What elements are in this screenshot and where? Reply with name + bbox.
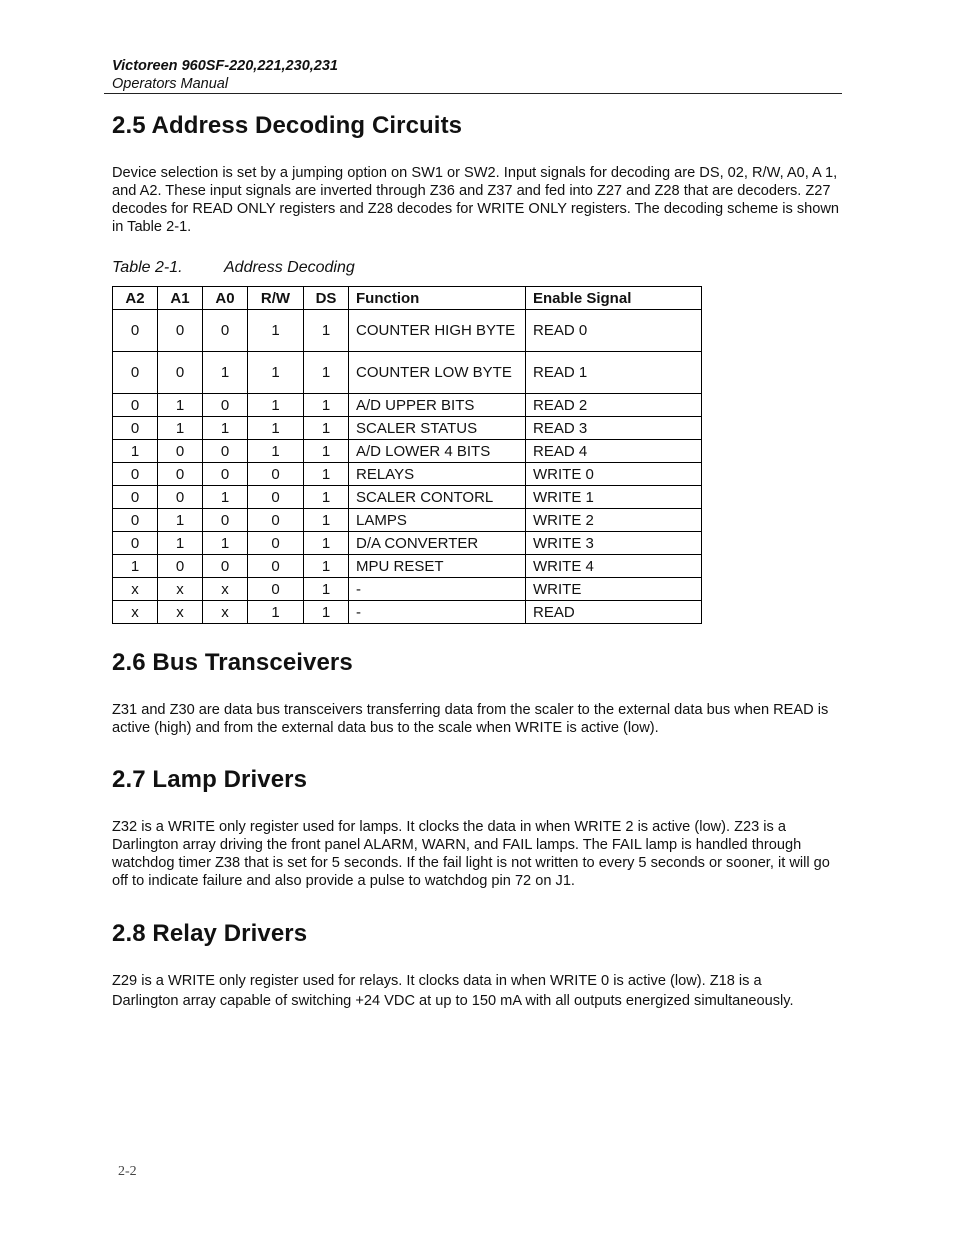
table-cell: 0 bbox=[158, 352, 203, 394]
table-cell: 1 bbox=[248, 352, 304, 394]
section-2-5-paragraph: Device selection is set by a jumping option on SW1 or SW2. Input signals for decoding are DS, 02, R/W, A0, A 1, and A2. These input signals are inverted through Z36 and Z37 and fed into Z27 and Z28 that are decoders. Z27 decodes for READ ONLY registers and Z28 decodes for WRITE ONLY registers. The decoding scheme is shown in Table 2-1. bbox=[112, 165, 840, 235]
running-header bbox=[112, 57, 842, 93]
table-caption-title: Address Decoding bbox=[224, 259, 355, 276]
table-cell: x bbox=[158, 578, 203, 601]
section-heading-2-6: 2.6 Bus Transceivers bbox=[112, 649, 353, 676]
section-2-7-paragraph: Z32 is a WRITE only register used for lamps. It clocks the data in when WRITE 2 is active (low). Z23 is a Darlington array driving the front panel ALARM, WARN, and FAIL lamps. The FAIL lamp is handled through watchdog timer Z38 that is set for 5 seconds. If the fail light is not written to every 5 seconds or sooner, it will go off to indicate failure and also provide a pulse to watchdog pin 72 on J1. bbox=[112, 819, 830, 889]
table-cell: 0 bbox=[158, 555, 203, 578]
table-cell: 0 bbox=[113, 486, 158, 509]
table-cell: COUNTER HIGH BYTE bbox=[349, 310, 526, 352]
section-2-6-paragraph: Z31 and Z30 are data bus transceivers transferring data from the scaler to the external data bus when READ is active (high) and from the external data bus to the scale when WRITE is active (low). bbox=[112, 702, 829, 736]
table-cell: 0 bbox=[248, 578, 304, 601]
table-cell: SCALER CONTORL bbox=[349, 486, 526, 509]
table-row bbox=[113, 394, 702, 417]
table-cell: WRITE 0 bbox=[526, 463, 702, 486]
table-cell: RELAYS bbox=[349, 463, 526, 486]
table-cell: 1 bbox=[203, 417, 248, 440]
column-header: A1 bbox=[158, 287, 203, 310]
table-cell: 0 bbox=[113, 463, 158, 486]
table-cell: x bbox=[203, 601, 248, 624]
table-cell: 0 bbox=[203, 555, 248, 578]
table-cell: 0 bbox=[158, 440, 203, 463]
table-cell: 0 bbox=[248, 509, 304, 532]
table-cell: 0 bbox=[248, 463, 304, 486]
section-heading-2-8: 2.8 Relay Drivers bbox=[112, 920, 308, 947]
table-cell: 1 bbox=[113, 440, 158, 463]
table-cell: 0 bbox=[158, 310, 203, 352]
table-cell: 0 bbox=[203, 310, 248, 352]
header-divider bbox=[104, 93, 842, 94]
table-cell: 1 bbox=[248, 601, 304, 624]
table-cell: MPU RESET bbox=[349, 555, 526, 578]
table-cell: 0 bbox=[248, 486, 304, 509]
section-2-8-paragraph: Z29 is a WRITE only register used for relays. It clocks data in when WRITE 0 is active (low). Z18 is a Darlington array capable of switching +24 VDC at up to 150 mA with all outputs energized simultaneously. bbox=[112, 973, 794, 1009]
table-cell: 1 bbox=[304, 578, 349, 601]
table-cell: 1 bbox=[158, 394, 203, 417]
table-cell: 1 bbox=[248, 440, 304, 463]
column-header: A0 bbox=[203, 287, 248, 310]
table-cell: READ 3 bbox=[526, 417, 702, 440]
table-cell: 0 bbox=[113, 394, 158, 417]
table-cell: x bbox=[113, 601, 158, 624]
page-number: 2-2 bbox=[118, 1164, 137, 1179]
table-cell: 1 bbox=[304, 394, 349, 417]
table-cell: 1 bbox=[203, 352, 248, 394]
manual-subtitle: Operators Manual bbox=[112, 76, 229, 92]
column-header: DS bbox=[304, 287, 349, 310]
table-cell: 0 bbox=[113, 509, 158, 532]
manual-title: Victoreen 960SF-220,221,230,231 bbox=[112, 58, 338, 74]
table-cell: - bbox=[349, 578, 526, 601]
table-cell: READ 2 bbox=[526, 394, 702, 417]
table-caption-number: Table 2-1. bbox=[112, 259, 183, 276]
table-cell: 1 bbox=[304, 601, 349, 624]
table-cell: 0 bbox=[158, 486, 203, 509]
table-cell: 1 bbox=[158, 417, 203, 440]
table-cell: 1 bbox=[304, 532, 349, 555]
column-header: Enable Signal bbox=[526, 287, 702, 310]
table-cell: 1 bbox=[158, 509, 203, 532]
table-cell: 1 bbox=[203, 532, 248, 555]
column-header: A2 bbox=[113, 287, 158, 310]
table-cell: 0 bbox=[113, 310, 158, 352]
table-header-row bbox=[113, 287, 702, 310]
table-cell: 1 bbox=[248, 417, 304, 440]
table-cell: 0 bbox=[203, 440, 248, 463]
table-cell: 1 bbox=[304, 417, 349, 440]
table-row bbox=[113, 352, 702, 394]
address-decoding-table bbox=[112, 286, 702, 624]
table-cell: 1 bbox=[304, 352, 349, 394]
table-cell: 0 bbox=[158, 463, 203, 486]
table-cell: WRITE 4 bbox=[526, 555, 702, 578]
table-cell: D/A CONVERTER bbox=[349, 532, 526, 555]
table-cell: READ 0 bbox=[526, 310, 702, 352]
table-cell: WRITE 2 bbox=[526, 509, 702, 532]
table-row bbox=[113, 555, 702, 578]
table-cell: A/D UPPER BITS bbox=[349, 394, 526, 417]
table-row bbox=[113, 578, 702, 601]
table-cell: WRITE 1 bbox=[526, 486, 702, 509]
table-caption bbox=[112, 259, 355, 277]
table-cell: WRITE 3 bbox=[526, 532, 702, 555]
table-cell: READ bbox=[526, 601, 702, 624]
table-cell: A/D LOWER 4 BITS bbox=[349, 440, 526, 463]
table-cell: - bbox=[349, 601, 526, 624]
table-cell: 0 bbox=[113, 352, 158, 394]
column-header: Function bbox=[349, 287, 526, 310]
table-cell: 0 bbox=[248, 555, 304, 578]
table-cell: 1 bbox=[248, 394, 304, 417]
section-heading-2-5: 2.5 Address Decoding Circuits bbox=[112, 112, 463, 139]
table-cell: READ 1 bbox=[526, 352, 702, 394]
table-cell: 0 bbox=[203, 394, 248, 417]
section-heading-2-7: 2.7 Lamp Drivers bbox=[112, 766, 308, 793]
table-cell: 1 bbox=[248, 310, 304, 352]
table-cell: 0 bbox=[203, 463, 248, 486]
table-cell: 0 bbox=[203, 509, 248, 532]
table-cell: 1 bbox=[304, 509, 349, 532]
column-header: R/W bbox=[248, 287, 304, 310]
table-row bbox=[113, 601, 702, 624]
table-cell: 1 bbox=[304, 555, 349, 578]
table-cell: LAMPS bbox=[349, 509, 526, 532]
table-cell: 1 bbox=[203, 486, 248, 509]
table-row bbox=[113, 486, 702, 509]
table-cell: 0 bbox=[113, 417, 158, 440]
table-row bbox=[113, 532, 702, 555]
table-cell: x bbox=[158, 601, 203, 624]
table-cell: 1 bbox=[304, 486, 349, 509]
table-cell: WRITE bbox=[526, 578, 702, 601]
table-row bbox=[113, 509, 702, 532]
table-cell: 0 bbox=[248, 532, 304, 555]
table-cell: 1 bbox=[158, 532, 203, 555]
table-cell: 1 bbox=[304, 440, 349, 463]
table-cell: READ 4 bbox=[526, 440, 702, 463]
table-cell: x bbox=[203, 578, 248, 601]
table-cell: 1 bbox=[304, 310, 349, 352]
table-cell: COUNTER LOW BYTE bbox=[349, 352, 526, 394]
table-row bbox=[113, 417, 702, 440]
table-cell: 0 bbox=[113, 532, 158, 555]
table-cell: SCALER STATUS bbox=[349, 417, 526, 440]
table-row bbox=[113, 310, 702, 352]
table-cell: 1 bbox=[304, 463, 349, 486]
table-cell: x bbox=[113, 578, 158, 601]
table-row bbox=[113, 463, 702, 486]
table-cell: 1 bbox=[113, 555, 158, 578]
table-row bbox=[113, 440, 702, 463]
